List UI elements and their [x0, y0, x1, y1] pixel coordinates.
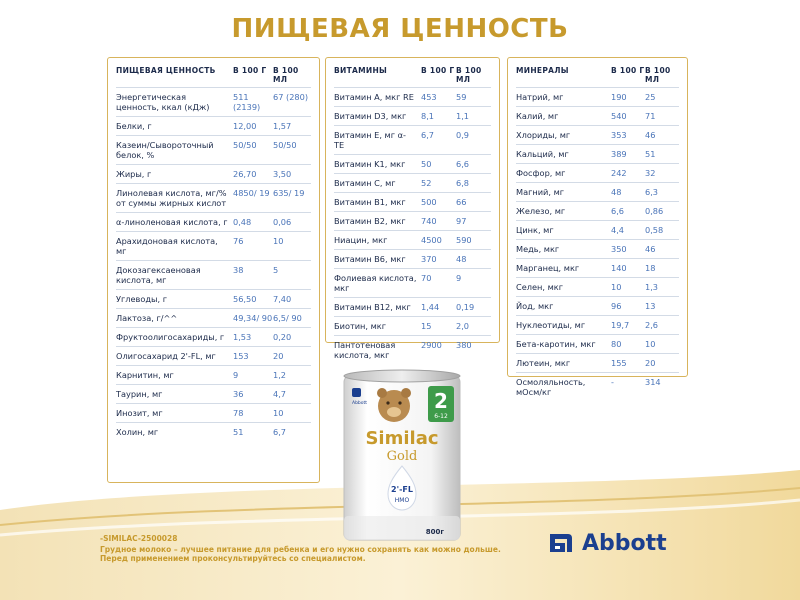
- row-label: Фосфор, мг: [516, 168, 566, 178]
- table-row: [516, 296, 679, 315]
- value-per-100ml: 6,6: [456, 159, 470, 169]
- value-per-100ml: 6,3: [645, 187, 659, 197]
- disclaimer-line-1: Грудное молоко – лучшее питание для ребенка и его нужно сохранять как можно дольше.: [100, 545, 501, 554]
- value-per-100ml: 67 (280): [273, 92, 309, 102]
- value-per-100ml: 0,86: [645, 206, 664, 216]
- row-label: Пантотеновая кислота, мкг: [334, 340, 396, 360]
- table-row: [116, 384, 311, 403]
- table-row: [334, 211, 491, 230]
- table-row: [116, 289, 311, 308]
- value-per-100ml: 10: [273, 408, 284, 418]
- table-row: [334, 316, 491, 335]
- row-label: Биотин, мкг: [334, 321, 387, 331]
- abbott-wordmark: Abbott: [582, 530, 667, 556]
- table-body: [116, 87, 311, 441]
- value-per-100g: 190: [611, 92, 627, 102]
- row-label: Йод, мкг: [516, 301, 554, 311]
- table-header: [116, 66, 311, 87]
- row-label: Докозагексаеновая кислота, мг: [116, 265, 201, 285]
- brand-name: Similac: [365, 428, 439, 449]
- value-per-100ml: 3,50: [273, 169, 292, 179]
- value-per-100g: 76: [233, 236, 244, 246]
- value-per-100g: -: [611, 377, 614, 387]
- row-label: Хлориды, мг: [516, 130, 571, 140]
- value-per-100ml: 1,1: [456, 111, 470, 121]
- value-per-100g: 96: [611, 301, 622, 311]
- value-per-100g: 453: [421, 92, 437, 102]
- table-row: [116, 327, 311, 346]
- value-per-100g: 389: [611, 149, 627, 159]
- row-label: Марганец, мкг: [516, 263, 580, 273]
- table-row: [334, 268, 491, 297]
- value-per-100g: 52: [421, 178, 432, 188]
- row-label: Витамин B12, мкг: [334, 302, 411, 312]
- value-per-100g: 6,7: [421, 130, 435, 140]
- value-per-100g: 19,7: [611, 320, 630, 330]
- table-row: [334, 87, 491, 106]
- value-per-100g: 48: [611, 187, 622, 197]
- table-row: [516, 220, 679, 239]
- row-label: Витамин B1, мкг: [334, 197, 406, 207]
- value-per-100g: 511 (2139): [233, 92, 261, 112]
- value-per-100g: 740: [421, 216, 437, 226]
- row-label: Селен, мкг: [516, 282, 564, 292]
- table-row: [516, 163, 679, 182]
- value-per-100ml: 66: [456, 197, 467, 207]
- row-label: Жиры, г: [116, 169, 152, 179]
- footer-disclaimer: [100, 545, 501, 563]
- maker-label: Abbott: [352, 401, 368, 406]
- table-row: [116, 422, 311, 441]
- row-label: Энергетическая ценность, ккал (кДж): [116, 92, 210, 112]
- value-per-100ml: 97: [456, 216, 467, 226]
- table-row: [516, 239, 679, 258]
- value-per-100ml: 1,57: [273, 121, 292, 131]
- row-label: Фолиевая кислота, мкг: [334, 273, 417, 293]
- value-per-100g: 353: [611, 130, 627, 140]
- value-per-100g: 6,6: [611, 206, 625, 216]
- value-per-100g: 56,50: [233, 294, 257, 304]
- nutrition-table: [107, 57, 320, 483]
- row-label: Углеводы, г: [116, 294, 168, 304]
- row-label: α-линоленовая кислота, г: [116, 217, 228, 227]
- row-label: Таурин, мг: [116, 389, 163, 399]
- value-per-100ml: 51: [645, 149, 656, 159]
- row-label: Арахидоновая кислота, мг: [116, 236, 218, 256]
- weight-label: 800г: [425, 528, 444, 536]
- row-label: Холин, мг: [116, 427, 159, 437]
- header-per-100ml: В 100 МЛ: [273, 66, 299, 84]
- header-per-100ml: В 100 МЛ: [456, 66, 482, 84]
- brand-line: Gold: [386, 449, 418, 464]
- table-row: [116, 116, 311, 135]
- value-per-100ml: 6,5/ 90: [273, 313, 302, 323]
- value-per-100ml: 2,6: [645, 320, 659, 330]
- value-per-100ml: 46: [645, 244, 656, 254]
- header-label: ПИЩЕВАЯ ЦЕННОСТЬ: [116, 66, 216, 75]
- value-per-100g: 140: [611, 263, 627, 273]
- row-label: Медь, мкг: [516, 244, 560, 254]
- value-per-100g: 26,70: [233, 169, 257, 179]
- table-row: [116, 87, 311, 116]
- value-per-100ml: 13: [645, 301, 656, 311]
- value-per-100ml: 0,9: [456, 130, 470, 140]
- value-per-100g: 0,48: [233, 217, 252, 227]
- table-row: [116, 135, 311, 164]
- table-row: [116, 403, 311, 422]
- value-per-100g: 153: [233, 351, 249, 361]
- abbott-mini-icon: [352, 388, 361, 397]
- value-per-100ml: 5: [273, 265, 279, 275]
- value-per-100g: 9: [233, 370, 239, 380]
- value-per-100ml: 7,40: [273, 294, 292, 304]
- value-per-100g: 242: [611, 168, 627, 178]
- row-label: Магний, мг: [516, 187, 565, 197]
- value-per-100g: 2900: [421, 340, 442, 350]
- row-label: Казеин/Сывороточный белок, %: [116, 140, 214, 160]
- table-row: [334, 125, 491, 154]
- table-row: [516, 144, 679, 163]
- row-label: Витамин С, мг: [334, 178, 396, 188]
- row-label: Витамин B6, мкг: [334, 254, 406, 264]
- row-label: Белки, г: [116, 121, 152, 131]
- hmo-label: HMO: [394, 497, 410, 504]
- value-per-100ml: 9: [456, 273, 462, 283]
- header-per-100ml: В 100 МЛ: [645, 66, 671, 84]
- value-per-100ml: 46: [645, 130, 656, 140]
- value-per-100ml: 18: [645, 263, 656, 273]
- row-label: Железо, мг: [516, 206, 566, 216]
- table-row: [116, 212, 311, 231]
- value-per-100g: 50/50: [233, 140, 257, 150]
- value-per-100ml: 0,58: [645, 225, 664, 235]
- table-row: [116, 164, 311, 183]
- row-label: Нуклеотиды, мг: [516, 320, 586, 330]
- table-row: [334, 230, 491, 249]
- row-label: Калий, мг: [516, 111, 559, 121]
- header-label: ВИТАМИНЫ: [334, 66, 388, 75]
- table-body: [334, 87, 491, 364]
- value-per-100ml: 590: [456, 235, 472, 245]
- abbott-logo: [548, 530, 667, 556]
- table-row: [516, 106, 679, 125]
- value-per-100ml: 48: [456, 254, 467, 264]
- table-row: [334, 173, 491, 192]
- table-row: [516, 125, 679, 144]
- value-per-100ml: 25: [645, 92, 656, 102]
- value-per-100ml: 10: [273, 236, 284, 246]
- row-label: Витамин Е, мг α- ТЕ: [334, 130, 406, 150]
- value-per-100g: 38: [233, 265, 244, 275]
- value-per-100g: 70: [421, 273, 432, 283]
- value-per-100ml: 20: [645, 358, 656, 368]
- table-row: [516, 182, 679, 201]
- value-per-100g: 1,44: [421, 302, 440, 312]
- minerals-table: [507, 57, 688, 397]
- table-row: [334, 297, 491, 316]
- row-label: Натрий, мг: [516, 92, 564, 102]
- value-per-100ml: 1,2: [273, 370, 287, 380]
- value-per-100ml: 1,3: [645, 282, 659, 292]
- header-per-100g: В 100 Г: [233, 66, 267, 75]
- value-per-100g: 49,34/ 90: [233, 313, 273, 323]
- value-per-100g: 80: [611, 339, 622, 349]
- value-per-100ml: 20: [273, 351, 284, 361]
- table-header: [516, 66, 679, 87]
- table-header: [334, 66, 491, 87]
- table-row: [516, 277, 679, 296]
- value-per-100g: 4500: [421, 235, 442, 245]
- row-label: Инозит, мг: [116, 408, 163, 418]
- table-row: [516, 87, 679, 106]
- value-per-100ml: 50/50: [273, 140, 297, 150]
- value-per-100ml: 380: [456, 340, 472, 350]
- row-label: Витамин A, мкг RE: [334, 92, 414, 102]
- table-row: [334, 192, 491, 211]
- row-label: Витамин D3, мкг: [334, 111, 407, 121]
- table-row: [116, 231, 311, 260]
- value-per-100g: 8,1: [421, 111, 435, 121]
- value-per-100ml: 32: [645, 168, 656, 178]
- table-row: [116, 183, 311, 212]
- header-per-100g: В 100 Г: [421, 66, 455, 75]
- value-per-100g: 4850/ 19: [233, 188, 270, 198]
- header-label: МИНЕРАЛЫ: [516, 66, 569, 75]
- vitamins-table: [325, 57, 500, 360]
- row-label: Фруктоолигосахариды, г: [116, 332, 225, 342]
- value-per-100g: 36: [233, 389, 244, 399]
- row-label: Карнитин, мг: [116, 370, 174, 380]
- row-label: Витамин B2, мкг: [334, 216, 406, 226]
- ingredient-label: 2'-FL: [391, 485, 413, 494]
- row-label: Линолевая кислота, мг/% от суммы жирных кислот: [116, 188, 227, 208]
- table-row: [116, 260, 311, 289]
- table-row: [334, 249, 491, 268]
- row-label: Лютеин, мкг: [516, 358, 571, 368]
- value-per-100ml: 0,19: [456, 302, 475, 312]
- value-per-100g: 15: [421, 321, 432, 331]
- value-per-100g: 350: [611, 244, 627, 254]
- row-label: Цинк, мг: [516, 225, 554, 235]
- value-per-100ml: 59: [456, 92, 467, 102]
- page-title: ПИЩЕВАЯ ЦЕННОСТЬ: [231, 14, 569, 44]
- table-row: [116, 308, 311, 327]
- value-per-100ml: 6,8: [456, 178, 470, 188]
- row-label: Олигосахарид 2'-FL, мг: [116, 351, 216, 361]
- table-row: [334, 335, 491, 364]
- value-per-100g: 4,4: [611, 225, 625, 235]
- table-row: [516, 258, 679, 277]
- value-per-100g: 370: [421, 254, 437, 264]
- table-row: [334, 106, 491, 125]
- value-per-100ml: 4,7: [273, 389, 287, 399]
- row-label: Бета-каротин, мкг: [516, 339, 596, 349]
- table-row: [516, 315, 679, 334]
- value-per-100g: 51: [233, 427, 244, 437]
- table-row: [516, 334, 679, 353]
- table-row: [116, 365, 311, 384]
- value-per-100g: 10: [611, 282, 622, 292]
- abbott-logo-icon: [548, 530, 574, 556]
- value-per-100ml: 314: [645, 377, 661, 387]
- row-label: Лактоза, г/^^: [116, 313, 178, 323]
- value-per-100ml: 2,0: [456, 321, 470, 331]
- table-row: [116, 346, 311, 365]
- row-label: Ниацин, мкг: [334, 235, 388, 245]
- value-per-100g: 1,53: [233, 332, 252, 342]
- value-per-100g: 50: [421, 159, 432, 169]
- value-per-100g: 12,00: [233, 121, 257, 131]
- value-per-100g: 78: [233, 408, 244, 418]
- header-per-100g: В 100 Г: [611, 66, 645, 75]
- value-per-100ml: 635/ 19: [273, 188, 305, 198]
- value-per-100g: 155: [611, 358, 627, 368]
- value-per-100ml: 0,06: [273, 217, 292, 227]
- value-per-100ml: 6,7: [273, 427, 287, 437]
- footer-code: -SIMILAC-2500028: [100, 534, 178, 543]
- product-can: [340, 366, 464, 544]
- value-per-100ml: 10: [645, 339, 656, 349]
- table-row: [516, 353, 679, 372]
- stage-number: 2: [434, 389, 448, 413]
- table-row: [516, 201, 679, 220]
- value-per-100ml: 0,20: [273, 332, 292, 342]
- value-per-100g: 540: [611, 111, 627, 121]
- age-range: 6-12: [434, 413, 448, 420]
- row-label: Витамин K1, мкг: [334, 159, 406, 169]
- table-row: [516, 372, 679, 401]
- table-body: [516, 87, 679, 401]
- value-per-100ml: 71: [645, 111, 656, 121]
- table-row: [334, 154, 491, 173]
- row-label: Осмоляльность, мОсм/кг: [516, 377, 586, 397]
- value-per-100g: 500: [421, 197, 437, 207]
- row-label: Кальций, мг: [516, 149, 569, 159]
- disclaimer-line-2: Перед применением проконсультируйтесь со специалистом.: [100, 554, 366, 563]
